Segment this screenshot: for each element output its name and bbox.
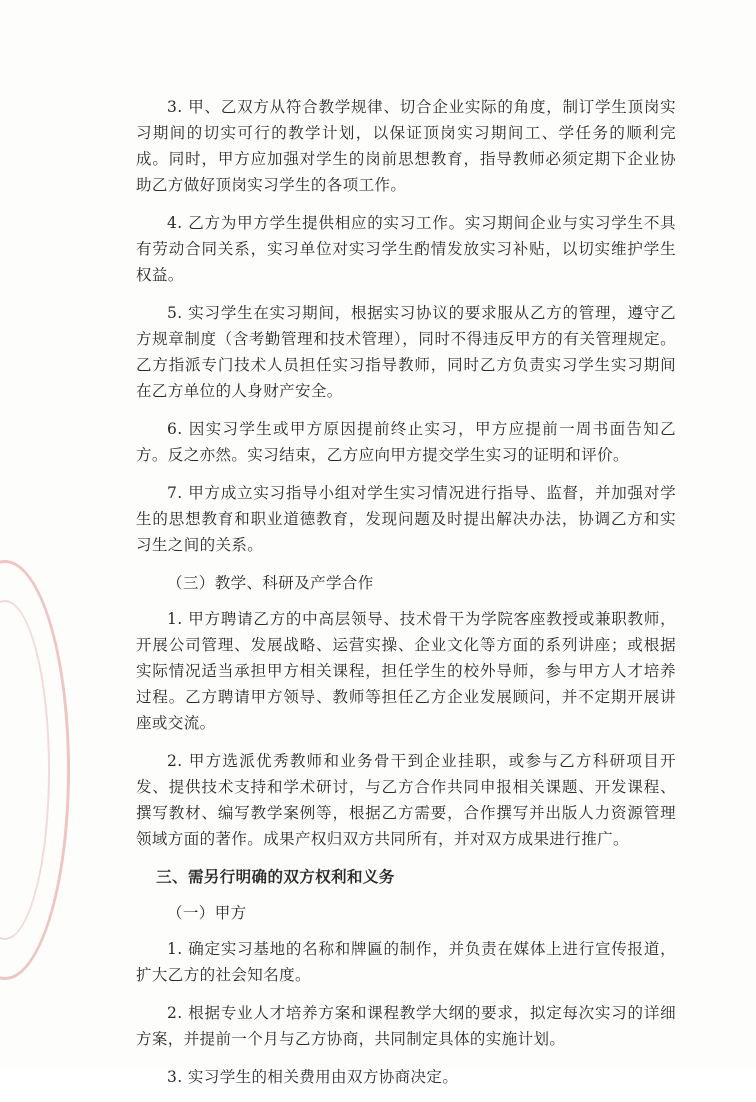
clause-a-4: 4. 乙方为甲方学生提供相应的实习工作。实习期间企业与实习学生不具有劳动合同关系，实习单位对实习学生酌情发放实习补贴，以切实维护学生权益。	[136, 214, 676, 284]
clause-a-6: 6. 因实习学生或甲方原因提前终止实习，甲方应提前一周书面告知乙方。反之亦然。实习结束，乙方应向甲方提交学生实习的证明和评价。	[136, 420, 676, 464]
section-heading-rights: 三、需另行明确的双方权利和义务	[156, 867, 395, 886]
clause-a-3: 3. 甲、乙双方从符合教学规律、切合企业实际的角度，制订学生顶岗实习期间的切实可行的教学计划，以保证顶岗实习期间工、学任务的顺利完成。同时，甲方应加强对学生的岗前思想教育，指导教师必须定期下企业协助乙方做好顶岗实习学生的各项工作。	[136, 98, 676, 194]
clause-c-1: 1. 确定实习基地的名称和牌匾的制作，并负责在媒体上进行宣传报道，扩大乙方的社会知名度。	[136, 940, 676, 984]
section-heading-party-a: （一）甲方	[167, 904, 247, 922]
document-body	[136, 94, 676, 1102]
clause-a-7: 7. 甲方成立实习指导小组对学生实习情况进行指导、监督，并加强对学生的思想教育和职业道德教育，发现问题及时提出解决办法，协调乙方和实习生之间的关系。	[136, 484, 676, 554]
section-heading-cooperation: （三）教学、科研及产学合作	[167, 574, 374, 592]
clause-b-1: 1. 甲方聘请乙方的中高层领导、技术骨干为学院客座教授或兼职教师，开展公司管理、发展战略、运营实操、企业文化等方面的系列讲座；或根据实际情况适当承担甲方相关课程，担任学生的校外导师，参与甲方人才培养过程。乙方聘请甲方领导、教师等担任乙方企业发展顾问，并不定期开展讲座或交流。	[136, 610, 676, 732]
clause-b-2: 2. 甲方选派优秀教师和业务骨干到企业挂职，或参与乙方科研项目开发、提供技术支持和学术研讨，与乙方合作共同申报相关课题、开发课程、撰写教材、编写教学案例等，根据乙方需要，合作撰写并出版人力资源管理领域方面的著作。成果产权归双方共同所有，并对双方成果进行推广。	[136, 752, 676, 848]
clause-c-2: 2. 根据专业人才培养方案和课程教学大纲的要求，拟定每次实习的详细方案，并提前一个月与乙方协商，共同制定具体的实施计划。	[136, 1004, 676, 1048]
clause-a-5: 5. 实习学生在实习期间，根据实习协议的要求服从乙方的管理，遵守乙方规章制度（含考勤管理和技术管理），同时不得违反甲方的有关管理规定。乙方指派专门技术人员担任实习指导教师，同时乙方负责实习学生实习期间在乙方单位的人身财产安全。	[136, 304, 676, 400]
clause-c-3: 3. 实习学生的相关费用由双方协商决定。	[167, 1068, 459, 1086]
